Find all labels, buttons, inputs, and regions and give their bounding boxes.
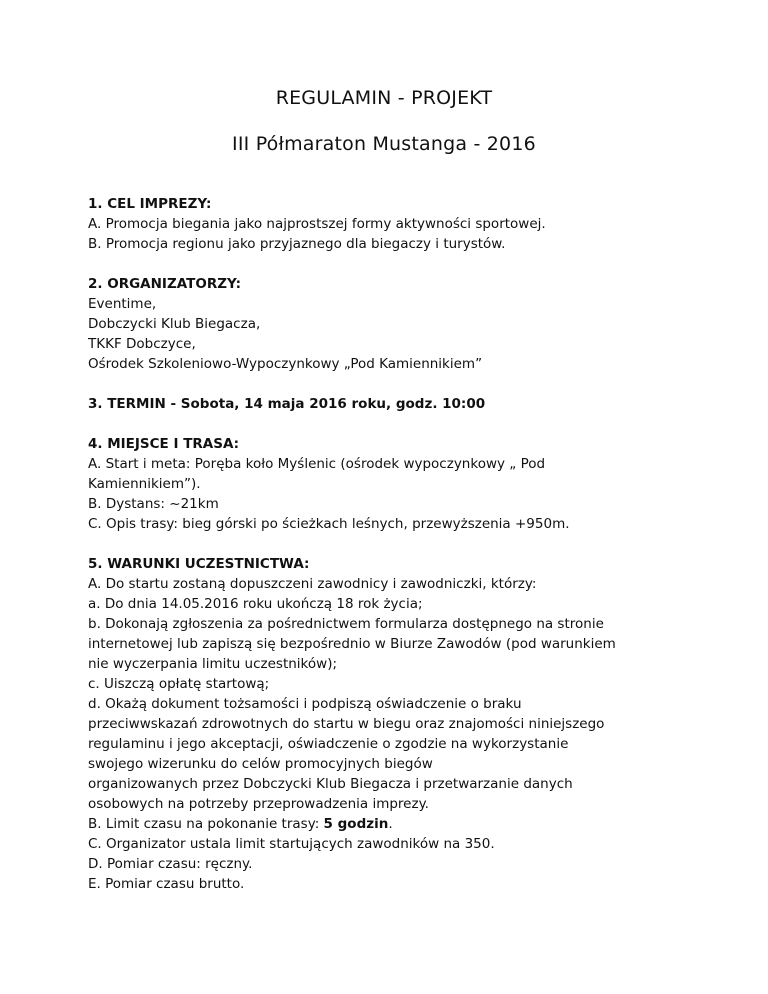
section-line: Eventime, (88, 296, 157, 312)
section-line: regulaminu i jego akceptacji, oświadczenie o zgodzie na wykorzystanie (88, 736, 569, 752)
section-line: C. Opis trasy: bieg górski po ścieżkach leśnych, przewyższenia +950m. (88, 516, 570, 532)
section-line: Dobczycki Klub Biegacza, (88, 316, 261, 332)
section-line: B. Dystans: ~21km (88, 496, 219, 512)
section-line: C. Organizator ustala limit startujących zawodników na 350. (88, 836, 495, 852)
section-line: Kamiennikiem”). (88, 476, 201, 492)
section-line: internetowej lub zapiszą się bezpośrednio w Biurze Zawodów (pod warunkiem (88, 636, 616, 652)
section-line: swojego wizerunku do celów promocyjnych biegów (88, 756, 433, 772)
section-line: TKKF Dobczyce, (88, 336, 196, 352)
section-line: osobowych na potrzeby przeprowadzenia imprezy. (88, 796, 429, 812)
time-limit-line (88, 814, 688, 834)
section-heading: 2. ORGANIZATORZY: (88, 276, 242, 292)
section-line: E. Pomiar czasu brutto. (88, 876, 245, 892)
section-heading: 3. TERMIN - Sobota, 14 maja 2016 roku, godz. 10:00 (88, 396, 486, 412)
section-organizatorzy (88, 274, 688, 374)
section-line: nie wyczerpania limitu uczestników); (88, 656, 338, 672)
section-line: b. Dokonają zgłoszenia za pośrednictwem formularza dostępnego na stronie (88, 616, 604, 632)
document-subtitle: III Półmaraton Mustanga - 2016 (232, 133, 536, 155)
section-line: Ośrodek Szkoleniowo-Wypoczynkowy „Pod Kamiennikiem” (88, 356, 483, 372)
section-line: c. Uiszczą opłatę startową; (88, 676, 270, 692)
section-line: A. Start i meta: Poręba koło Myślenic (ośrodek wypoczynkowy „ Pod (88, 456, 546, 472)
section-miejsce-i-trasa (88, 434, 688, 534)
section-warunki-uczestnictwa (88, 554, 688, 894)
section-line: przeciwwskazań zdrowotnych do startu w biegu oraz znajomości niniejszego (88, 716, 605, 732)
section-line: A. Do startu zostaną dopuszczeni zawodnicy i zawodniczki, którzy: (88, 576, 537, 592)
section-line: A. Promocja biegania jako najprostszej formy aktywności sportowej. (88, 216, 546, 232)
time-limit-prefix: B. Limit czasu na pokonanie trasy: (88, 816, 324, 832)
section-heading: 5. WARUNKI UCZESTNICTWA: (88, 556, 310, 572)
section-line: d. Okażą dokument tożsamości i podpiszą oświadczenie o braku (88, 696, 522, 712)
section-line: B. Promocja regionu jako przyjaznego dla biegaczy i turystów. (88, 236, 506, 252)
section-line: D. Pomiar czasu: ręczny. (88, 856, 253, 872)
document-body (88, 194, 688, 914)
section-line: organizowanych przez Dobczycki Klub Biegacza i przetwarzanie danych (88, 776, 573, 792)
time-limit-suffix: . (388, 816, 393, 832)
section-heading: 4. MIEJSCE I TRASA: (88, 436, 240, 452)
time-limit-value: 5 godzin (323, 816, 389, 832)
document-title: REGULAMIN - PROJEKT (275, 87, 493, 109)
section-line: a. Do dnia 14.05.2016 roku ukończą 18 rok życia; (88, 596, 423, 612)
section-termin (88, 394, 688, 414)
section-cel-imprezy (88, 194, 688, 254)
section-heading: 1. CEL IMPREZY: (88, 196, 212, 212)
